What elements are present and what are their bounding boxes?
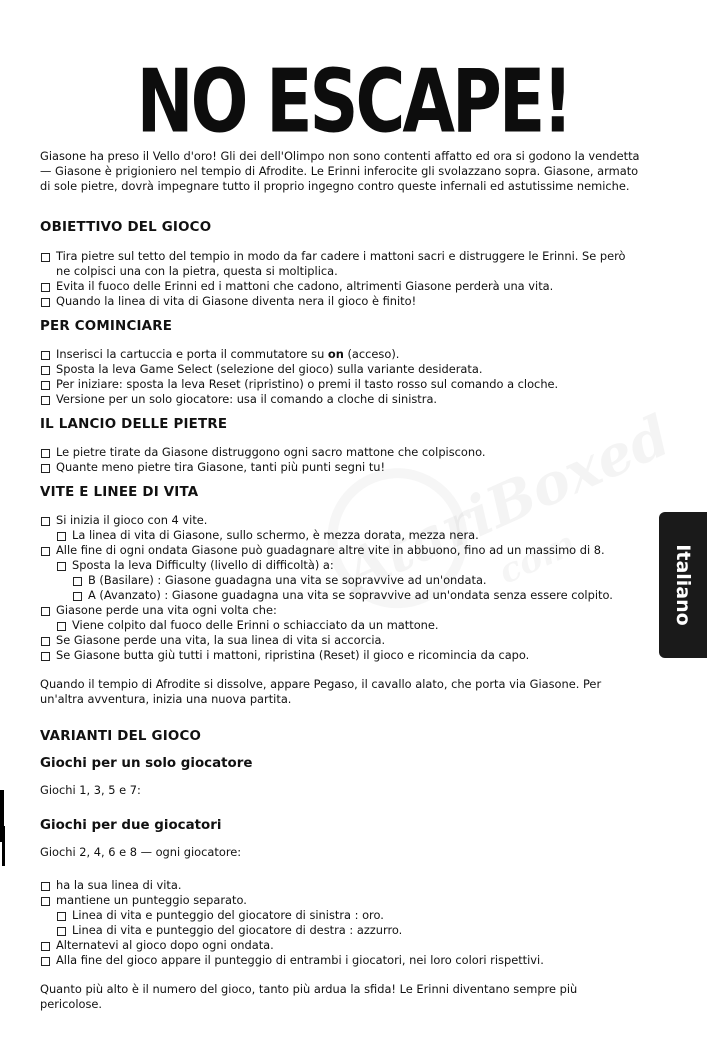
section-heading-varianti: VARIANTI DEL GIOCO	[40, 729, 202, 744]
list-item: Versione per un solo giocatore: usa il comando a cloche di sinistra.	[40, 392, 640, 407]
list-item: Evita il fuoco delle Erinni ed i mattoni che cadono, altrimenti Giasone perderà una vita.	[40, 279, 640, 294]
list-item: Si inizia il gioco con 4 vite.	[40, 513, 640, 528]
vite-list	[40, 513, 640, 663]
checkbox-bullet-icon	[41, 381, 50, 390]
language-tab-label: Italiano	[672, 544, 694, 626]
checkbox-bullet-icon	[41, 637, 50, 646]
checkbox-bullet-icon	[73, 577, 82, 586]
list-item: mantiene un punteggio separato.	[40, 893, 640, 908]
checkbox-bullet-icon	[41, 897, 50, 906]
checkbox-bullet-icon	[41, 652, 50, 661]
vite-outro: Quando il tempio di Afrodite si dissolve, appare Pegaso, il cavallo alato, che porta via Giasone. Per un'altra avventura, inizia una nuova partita.	[40, 677, 602, 706]
checkbox-bullet-icon	[41, 298, 50, 307]
list-item: Per iniziare: sposta la leva Reset (ripristino) o premi il tasto rosso sul comando a cloche.	[40, 377, 640, 392]
list-item: Se Giasone perde una vita, la sua linea di vita si accorcia.	[40, 633, 640, 648]
checkbox-bullet-icon	[41, 351, 50, 360]
manual-content	[40, 149, 640, 1012]
checkbox-bullet-icon	[57, 912, 66, 921]
checkbox-bullet-icon	[41, 607, 50, 616]
list-item: Sposta la leva Difficulty (livello di difficoltà) a:	[56, 558, 640, 573]
checkbox-bullet-icon	[41, 517, 50, 526]
list-item: Alternatevi al gioco dopo ogni ondata.	[40, 938, 640, 953]
checkbox-bullet-icon	[41, 882, 50, 891]
obiettivo-list	[40, 249, 640, 309]
language-tab	[659, 512, 707, 658]
list-item: Quando la linea di vita di Giasone diventa nera il gioco è finito!	[40, 294, 640, 309]
checkbox-bullet-icon	[41, 464, 50, 473]
section-heading-lancio: IL LANCIO DELLE PIETRE	[40, 417, 228, 432]
section-heading-vite: VITE E LINEE DI VITA	[40, 485, 199, 500]
list-item: Tira pietre sul tetto del tempio in modo da far cadere i mattoni sacri e distruggere le Erinni. Se però ne colpisci una con la pietra, questa si moltiplica.	[40, 249, 640, 279]
list-item: ha la sua linea di vita.	[40, 878, 640, 893]
list-item: Quante meno pietre tira Giasone, tanti più punti segni tu!	[40, 460, 640, 475]
checkbox-bullet-icon	[41, 547, 50, 556]
lancio-list	[40, 445, 640, 475]
section-heading-cominciare: PER COMINCIARE	[40, 319, 173, 334]
checkbox-bullet-icon	[57, 622, 66, 631]
checkbox-bullet-icon	[41, 283, 50, 292]
cominciare-list	[40, 347, 640, 407]
checkbox-bullet-icon	[41, 396, 50, 405]
list-item: Viene colpito dal fuoco delle Erinni o schiacciato da un mattone.	[56, 618, 640, 633]
checkbox-bullet-icon	[57, 562, 66, 571]
checkbox-bullet-icon	[41, 942, 50, 951]
list-item: Inserisci la cartuccia e porta il commutatore su on (acceso).	[40, 347, 640, 362]
checkbox-bullet-icon	[57, 532, 66, 541]
list-item: Linea di vita e punteggio del giocatore di sinistra : oro.	[56, 908, 640, 923]
solo-text: Giochi 1, 3, 5 e 7:	[40, 783, 141, 797]
checkbox-bullet-icon	[41, 449, 50, 458]
intro-paragraph: Giasone ha preso il Vello d'oro! Gli dei dell'Olimpo non sono contenti affatto ed ora si godono la vendetta — Giasone è prigioniero nel tempio di Afrodite. Le Erinni inferocite gli svolazzano sopra. Giasone, armato di sole pietre, dovrà impegnare tutto il proprio ingegno contro queste infernali ed astutissime nemiche.	[40, 149, 640, 193]
section-heading-obiettivo: OBIETTIVO DEL GIOCO	[40, 220, 212, 235]
checkbox-bullet-icon	[41, 957, 50, 966]
list-item: Alla fine del gioco appare il punteggio di entrambi i giocatori, nei loro colori rispettivi.	[40, 953, 640, 968]
list-item: Sposta la leva Game Select (selezione del gioco) sulla variante desiderata.	[40, 362, 640, 377]
list-item: Linea di vita e punteggio del giocatore di destra : azzurro.	[56, 923, 640, 938]
subheading-due: Giochi per due giocatori	[40, 818, 222, 833]
list-item: A (Avanzato) : Giasone guadagna una vita se sopravvive ad un'ondata senza essere colpito.	[72, 588, 640, 603]
checkbox-bullet-icon	[41, 366, 50, 375]
list-item: B (Basilare) : Giasone guadagna una vita se sopravvive ad un'ondata.	[72, 573, 640, 588]
binding-mark	[2, 826, 5, 866]
checkbox-bullet-icon	[73, 592, 82, 601]
list-item: Le pietre tirate da Giasone distruggono ogni sacro mattone che colpiscono.	[40, 445, 640, 460]
page-title: NO ESCAPE!	[136, 52, 571, 154]
due-text: Giochi 2, 4, 6 e 8 — ogni giocatore:	[40, 845, 242, 859]
list-item: Giasone perde una vita ogni volta che:	[40, 603, 640, 618]
checkbox-bullet-icon	[41, 253, 50, 262]
list-item: Alle fine di ogni ondata Giasone può guadagnare altre vite in abbuono, fino ad un massimo di 8.	[40, 543, 640, 558]
checkbox-bullet-icon	[57, 927, 66, 936]
varianti-list	[40, 878, 640, 968]
subheading-solo: Giochi per un solo giocatore	[40, 756, 253, 771]
list-item: La linea di vita di Giasone, sullo schermo, è mezza dorata, mezza nera.	[56, 528, 640, 543]
list-item: Se Giasone butta giù tutti i mattoni, ripristina (Reset) il gioco e ricomincia da capo.	[40, 648, 640, 663]
varianti-outro: Quanto più alto è il numero del gioco, tanto più ardua la sfida! Le Erinni diventano sempre più pericolose.	[40, 982, 578, 1011]
